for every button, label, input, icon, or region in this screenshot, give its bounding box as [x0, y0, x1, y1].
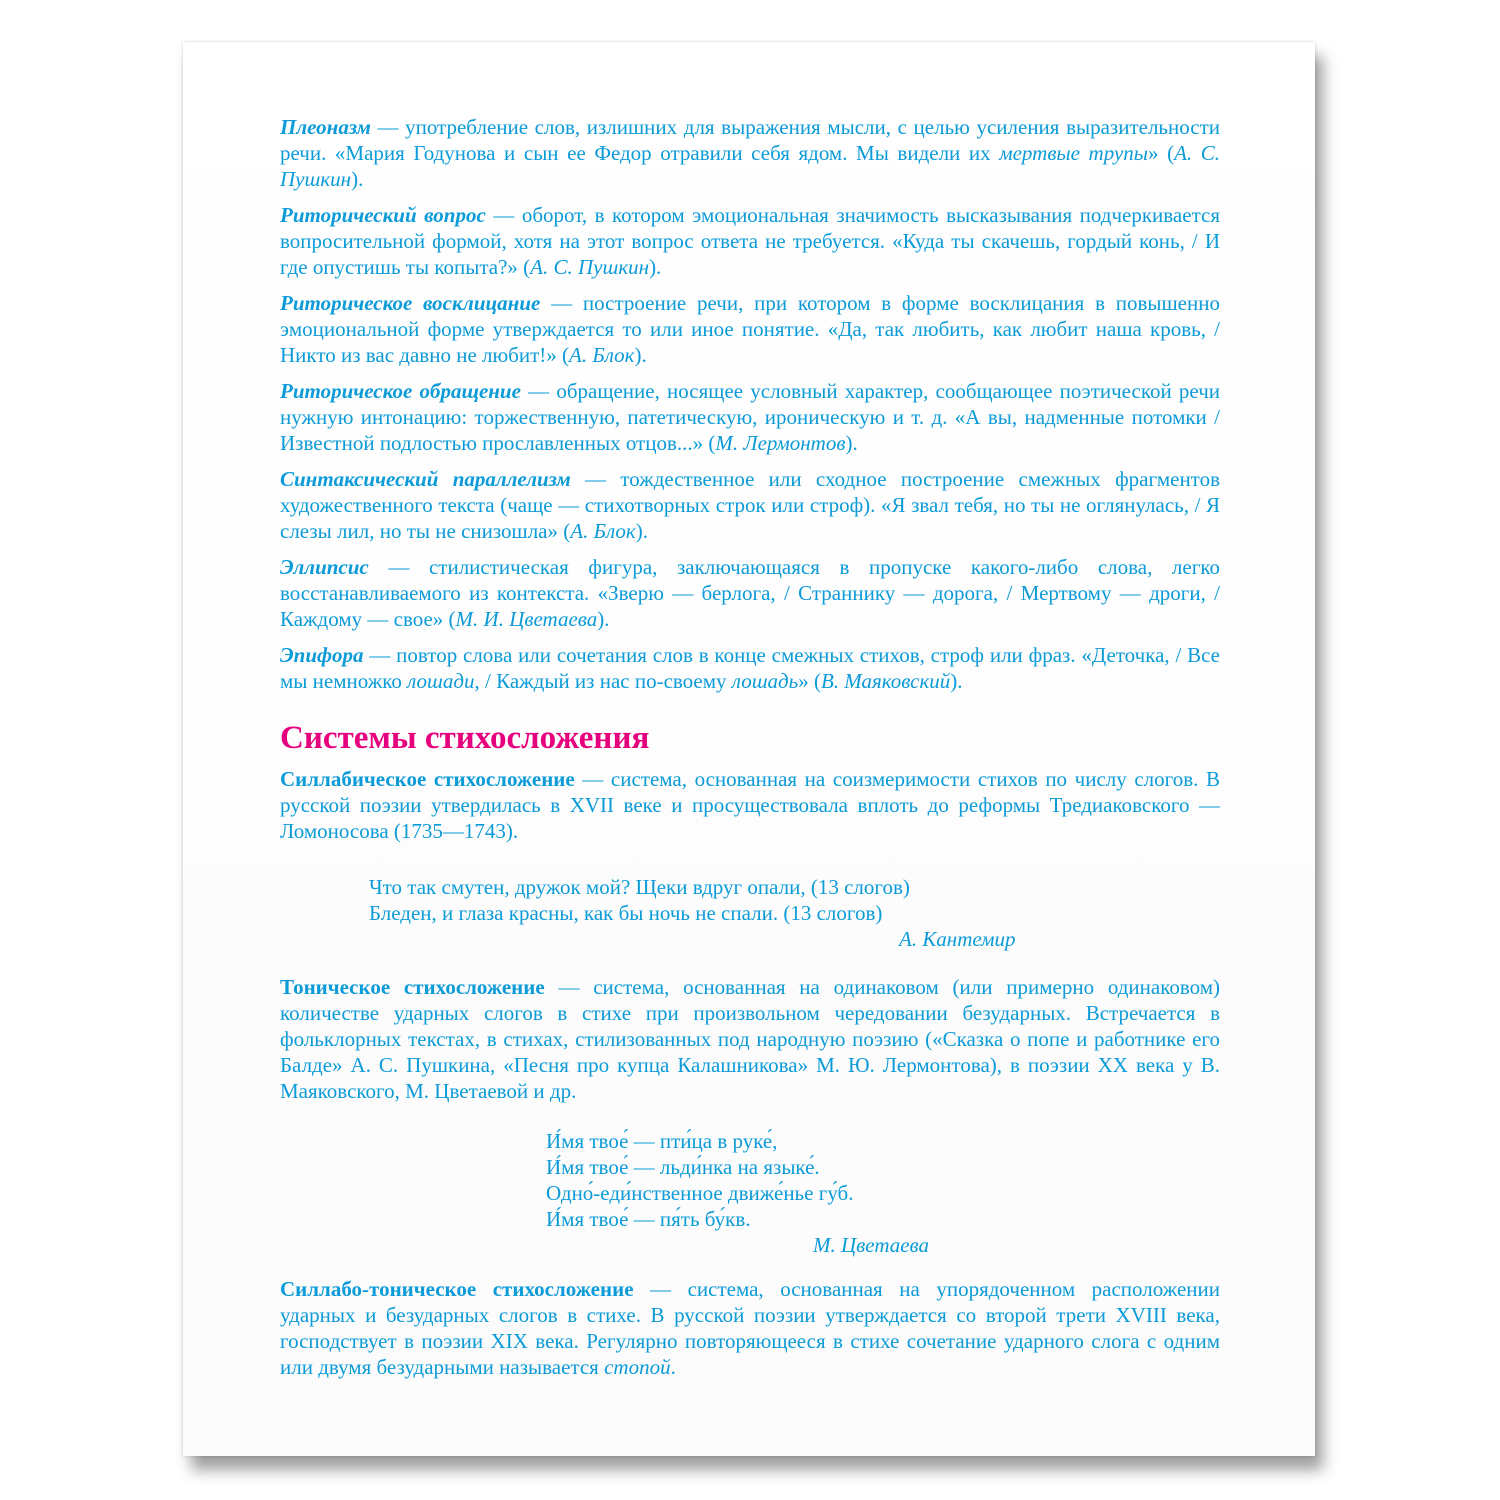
- figure-text: » (: [798, 669, 821, 693]
- figure-text: — оборот, в котором эмоциональная значимость высказывания подчеркивается вопросительной формой, хотя на этот вопрос ответа не требуется. «Куда ты скачешь, гордый конь, / И где опустишь ты копыта?» (: [280, 203, 1220, 279]
- figure-text: ).: [649, 255, 662, 279]
- figure-entry: [280, 202, 1220, 280]
- figure-text: — обращение, носящее условный характер, сообщающее поэтической речи нужную интонацию: торжественную, патетическую, ироническую и т. д. «А вы, надменные потомки / Известной подлостью прославленных отцов...» (: [280, 379, 1220, 455]
- figure-citation: М. Лермонтов: [715, 431, 846, 455]
- figure-citation: А. С. Пушкин: [530, 255, 650, 279]
- figure-text: — построение речи, при котором в форме восклицания в повышенно эмоциональной форме утверждается то или иное понятие. «Да, так любить, как любит наша кровь, / Никто из вас давно не любит!» (: [280, 291, 1220, 367]
- figure-text: — тождественное или сходное построение смежных фрагментов художественного текста (чаще — стихотворных строк или строф). «Я звал тебя, но ты не оглянулась, / Я слезы лил, но ты не снизошла» (: [280, 467, 1220, 543]
- figure-term: Риторический вопрос: [280, 203, 486, 227]
- figure-text: — употребление слов, излишних для выражения мысли, с целью усиления выразительности речи. «Мария Годунова и сын ее Федор отравили себя ядом. Мы видели их: [280, 115, 1220, 165]
- poem-line: И́мя твое́ — пя́ть бу́кв.: [546, 1207, 751, 1231]
- figure-entry: [280, 114, 1220, 192]
- syllabic-poem: [280, 874, 1220, 952]
- tonic-poem: [280, 1128, 1220, 1258]
- figure-term: Риторическое восклицание: [280, 291, 541, 315]
- page-content: [280, 114, 1220, 1390]
- figure-text-italic: мертвые трупы: [999, 141, 1148, 165]
- poem-author: М. Цветаева: [813, 1233, 930, 1257]
- poem-line: И́мя твое́ — пти́ца в руке́,: [546, 1129, 778, 1153]
- syllabic-text: — система, основанная на соизмеримости стихов по числу слогов. В русской поэзии утвердилась в XVII веке и просуществовала вплоть до реформы Тредиаковского — Ломоносова (1735—1743).: [280, 767, 1221, 843]
- figure-citation: В. Маяковский: [820, 669, 951, 693]
- figure-text: ).: [950, 669, 963, 693]
- tonic-term: Тоническое стихосложение: [280, 975, 545, 999]
- figure-text: ).: [597, 607, 610, 631]
- figure-entry: [280, 378, 1220, 456]
- figure-text-italic: лошадь: [731, 669, 799, 693]
- figure-text: ).: [845, 431, 858, 455]
- figure-entry: [280, 466, 1220, 544]
- figure-term: Плеоназм: [280, 115, 371, 139]
- figure-citation: М. И. Цветаева: [455, 607, 598, 631]
- syllabotonic-text: — система, основанная на упорядоченном расположении ударных и безударных слогов в стихе. В русской поэзии утверждается со второй трети XVIII века, господствует в поэзии XIX века. Регулярно повторяющееся в стихе сочетание ударного слога с одним или двумя безударными называется: [280, 1277, 1220, 1379]
- figure-text: » (: [1148, 141, 1175, 165]
- figure-entry: [280, 554, 1220, 632]
- figure-term: Синтаксический параллелизм: [280, 467, 571, 491]
- poem-line: Одно́-еди́нственное движе́нье гу́б.: [546, 1181, 854, 1205]
- figure-term: Эллипсис: [280, 555, 369, 579]
- syllabic-entry: [280, 766, 1220, 844]
- figure-citation: А. Блок: [570, 519, 636, 543]
- figure-term: Риторическое обращение: [280, 379, 521, 403]
- section-heading: Системы стихосложения: [280, 720, 650, 756]
- tonic-text: — система, основанная на одинаковом (или примерно одинаковом) количестве ударных слогов в стихе при произвольном чередовании безударных. Встречается в фольклорных текстах, в стихах, стилизованных под народную поэзию («Сказка о попе и работнике его Балде» А. С. Пушкина, «Песня про купца Калашникова» М. Ю. Лермонтова), в поэзии XX века у В. Маяковского, М. Цветаевой и др.: [280, 975, 1220, 1103]
- syllabotonic-entry: [280, 1276, 1220, 1380]
- poem-line: И́мя твое́ — льди́нка на языке́.: [546, 1155, 820, 1179]
- figure-entry: [280, 290, 1220, 368]
- syllabotonic-text-italic: стопой: [604, 1355, 671, 1379]
- syllabotonic-text-end: .: [670, 1355, 676, 1379]
- figure-text: ).: [635, 519, 648, 543]
- figure-entry: [280, 642, 1220, 694]
- tonic-entry: [280, 974, 1220, 1104]
- figure-text: — стилистическая фигура, заключающаяся в пропуске какого-либо слова, легко восстанавливаемого из контекста. «Зверю — берлога, / Страннику — дорога, / Мертвому — дроги, / Каждому — свое» (: [280, 555, 1220, 631]
- figure-citation: А. С. Пушкин: [280, 141, 1220, 191]
- figure-term: Эпифора: [280, 643, 364, 667]
- poem-line: Бледен, и глаза красны, как бы ночь не спали. (13 слогов): [369, 901, 883, 925]
- figure-citation: А. Блок: [569, 343, 635, 367]
- figure-text: ).: [634, 343, 647, 367]
- figure-text: — повтор слова или сочетания слов в конце смежных стихов, строф или фраз. «Деточка, / Все мы немножко: [280, 643, 1220, 693]
- figure-text: ).: [351, 167, 364, 191]
- poem-author: А. Кантемир: [899, 927, 1016, 951]
- figure-text-italic: лошади: [407, 669, 475, 693]
- syllabic-term: Силлабическое стихосложение: [280, 767, 575, 791]
- syllabotonic-term: Силлабо-тоническое стихосложение: [280, 1277, 634, 1301]
- figure-text: , / Каждый из нас по-своему: [474, 669, 732, 693]
- poem-line: Что так смутен, дружок мой? Щеки вдруг опали, (13 слогов): [369, 875, 910, 899]
